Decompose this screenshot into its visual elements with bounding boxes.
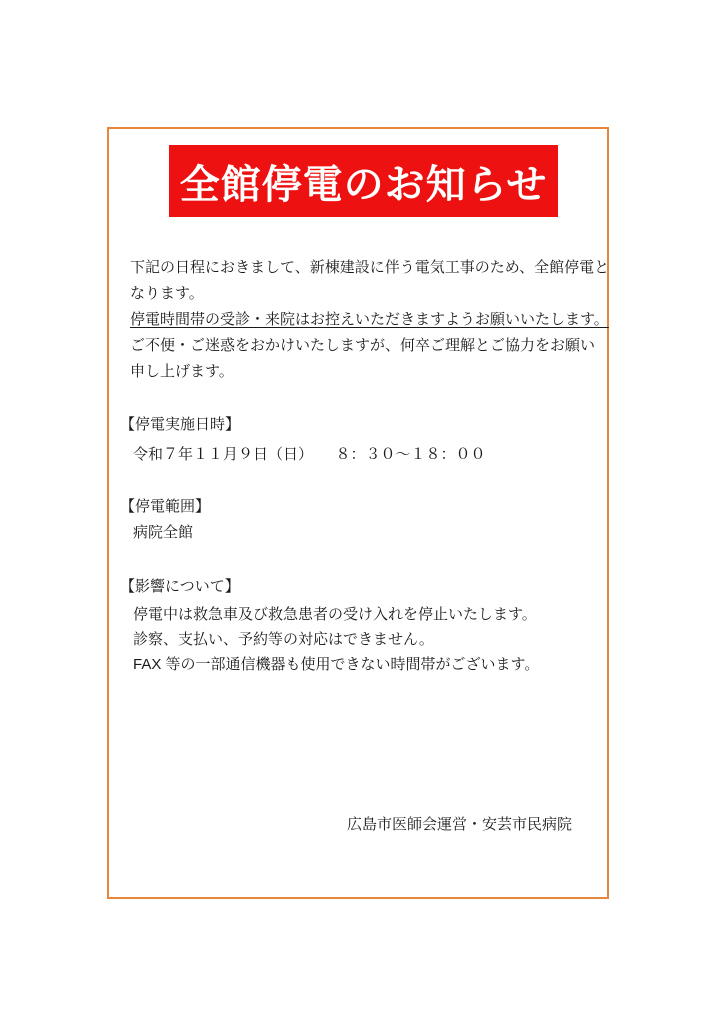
impact-item-1: 停電中は救急車及び救急患者の受け入れを停止いたします。 — [133, 606, 537, 623]
issuer-signature: 広島市医師会運営・安芸市民病院 — [346, 816, 572, 833]
intro-line-underlined: 停電時間帯の受診・来院はお控えいただきますようお願いいたします。 — [130, 311, 609, 328]
section-heading-outage-scope: 【停電範囲】 — [120, 498, 211, 515]
intro-line-5: 申し上げます。 — [130, 363, 234, 380]
notice-frame — [107, 127, 609, 899]
intro-paragraph — [130, 255, 610, 385]
impact-list — [133, 602, 539, 677]
impact-item-3: FAX 等の一部通信機器も使用できない時間帯がございます。 — [133, 656, 540, 673]
impact-item-2: 診察、支払い、予約等の対応はできません。 — [133, 631, 434, 648]
outage-datetime-value: 令和７年１１月９日（日） ８：３０～１８：００ — [133, 446, 486, 463]
title-banner — [169, 145, 558, 217]
section-heading-outage-datetime: 【停電実施日時】 — [120, 416, 241, 433]
intro-line-1: 下記の日程におきまして、新棟建設に伴う電気工事のため、全館停電と — [130, 259, 610, 276]
intro-line-2: なります。 — [130, 285, 204, 302]
section-heading-impact: 【影響について】 — [120, 578, 240, 595]
intro-line-4: ご不便・ご迷惑をおかけいたしますが、何卒ご理解とご協力をお願い — [130, 337, 596, 354]
outage-scope-value: 病院全館 — [133, 524, 194, 541]
notice-title: 全館停電のお知らせ — [179, 162, 548, 207]
